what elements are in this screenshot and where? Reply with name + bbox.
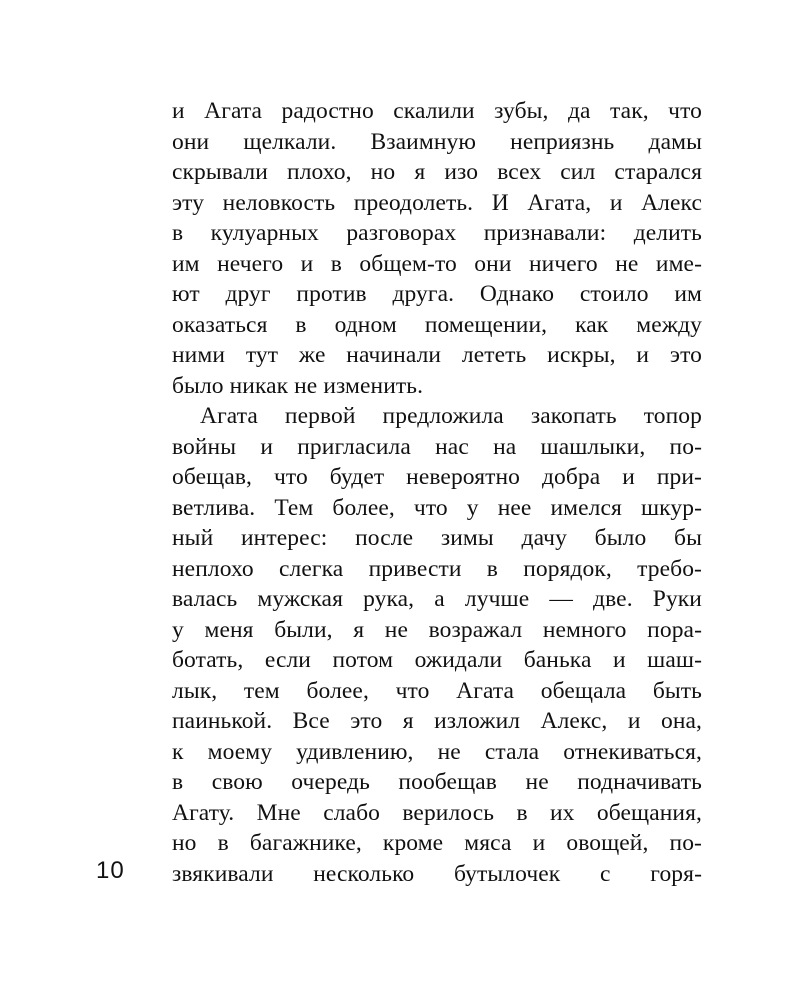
text-line: и Агата радостно скалили зубы, да так, что xyxy=(172,98,702,124)
text-line: ный интерес: после зимы дачу было бы xyxy=(172,525,702,551)
text-line: ними тут же начинали лететь искры, и это xyxy=(172,342,702,368)
text-line: но в багажнике, кроме мяса и овощей, по- xyxy=(172,830,702,856)
text-line: ветлива. Тем более, что у нее имелся шкур- xyxy=(172,494,702,521)
text-line: эту неловкость преодолеть. И Агата, и Алекс xyxy=(172,189,702,216)
body-text xyxy=(172,96,702,889)
text-line: обещав, что будет невероятно добра и при- xyxy=(172,464,702,490)
text-line: они щелкали. Взаимную неприязнь дамы xyxy=(172,128,702,155)
text-line: неплохо слегка привести в порядок, требо- xyxy=(172,555,702,582)
text-line: лык, тем более, что Агата обещала быть xyxy=(172,677,702,704)
text-line: Агату. Мне слабо верилось в их обещания, xyxy=(172,799,702,826)
text-line: им нечего и в общем-то они ничего не име- xyxy=(172,250,702,277)
paragraph-start-line: Агата первой предложила закопать топор xyxy=(200,403,702,429)
text-line: паинькой. Все это я изложил Алекс, и она, xyxy=(172,708,702,734)
text-line: ют друг против друга. Однако стоило им xyxy=(172,281,702,307)
text-line: у меня были, я не возражал немного пора- xyxy=(172,616,702,643)
text-line: ботать, если потом ожидали банька и шаш- xyxy=(172,647,702,673)
page-number: 10 xyxy=(96,857,125,884)
text-line: скрывали плохо, но я изо всех сил старался xyxy=(172,159,702,185)
paragraph-end-line: было никак не изменить. xyxy=(172,372,424,399)
text-line: оказаться в одном помещении, как между xyxy=(172,311,702,338)
text-line: войны и пригласила нас на шашлыки, по- xyxy=(172,433,702,460)
text-line: звякивали несколько бутылочек с горя- xyxy=(172,860,702,887)
text-line: валась мужская рука, а лучше — две. Руки xyxy=(172,586,702,612)
text-line: в кулуарных разговорах признавали: делить xyxy=(172,220,702,246)
text-line: в свою очередь пообещав не подначивать xyxy=(172,769,702,795)
text-line: к моему удивлению, не стала отнекиваться, xyxy=(172,738,702,765)
